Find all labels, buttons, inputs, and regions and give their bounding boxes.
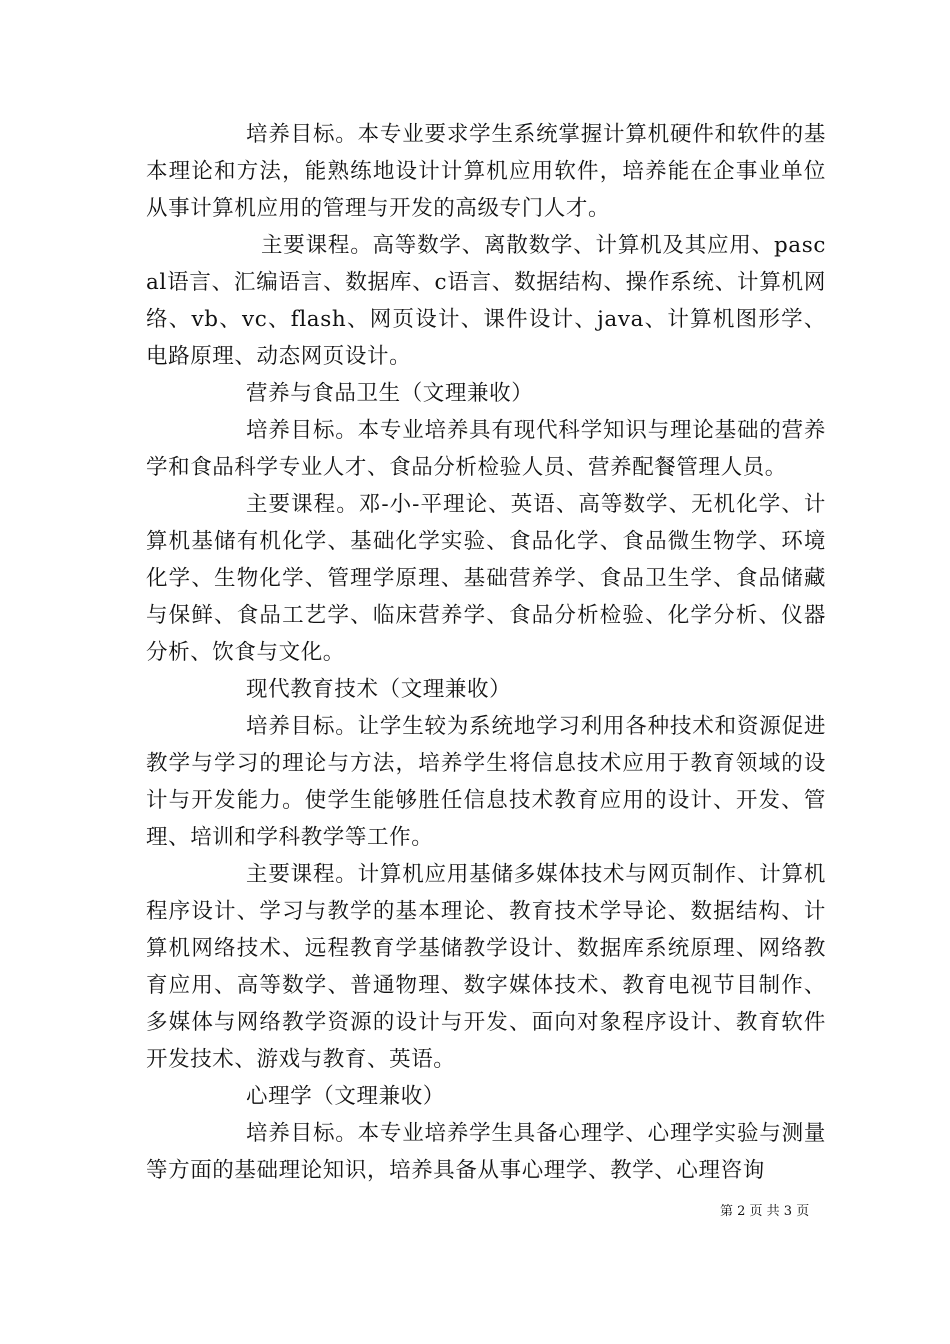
paragraph-nutrition-goal: 培养目标。本专业培养具有现代科学知识与理论基础的营养学和食品科学专业人才、食品分析检验人员、营养配餐管理人员。 [146, 418, 826, 480]
paragraph-psychology-goal: 培养目标。本专业培养学生具备心理学、心理学实验与测量等方面的基础理论知识，培养具备从事心理学、教学、心理咨询 [146, 1121, 826, 1183]
paragraph-edtech-goal: 培养目标。让学生较为系统地学习利用各种技术和资源促进教学与学习的理论与方法，培养学生将信息技术应用于教育领域的设计与开发能力。使学生能够胜任信息技术教育应用的设计、开发、管理、培训和学科教学等工作。 [146, 714, 826, 850]
paragraph-cs-courses: 主要课程。高等数学、离散数学、计算机及其应用、pascal语言、汇编语言、数据库、c语言、数据结构、操作系统、计算机网络、vb、vc、flash、网页设计、课件设计、java、计算机图形学、电路原理、动态网页设计。 [146, 233, 826, 369]
paragraph-nutrition-courses: 主要课程。邓-小-平理论、英语、高等数学、无机化学、计算机基储有机化学、基础化学实验、食品化学、食品微生物学、环境化学、生物化学、管理学原理、基础营养学、食品卫生学、食品储藏与保鲜、食品工艺学、临床营养学、食品分析检验、化学分析、仪器分析、饮食与文化。 [146, 492, 826, 665]
document-body [146, 116, 826, 1189]
heading-edtech: 现代教育技术（文理兼收） [246, 677, 512, 702]
paragraph-cs-goal: 培养目标。本专业要求学生系统掌握计算机硬件和软件的基本理论和方法，能熟练地设计计算机应用软件，培养能在企事业单位从事计算机应用的管理与开发的高级专门人才。 [146, 122, 826, 221]
paragraph-edtech-courses: 主要课程。计算机应用基储多媒体技术与网页制作、计算机程序设计、学习与教学的基本理论、教育技术学导论、数据结构、计算机网络技术、远程教育学基储教学设计、数据库系统原理、网络教育应用、高等数学、普通物理、数字媒体技术、教育电视节目制作、多媒体与网络教学资源的设计与开发、面向对象程序设计、教育软件开发技术、游戏与教育、英语。 [146, 862, 826, 1072]
heading-nutrition: 营养与食品卫生（文理兼收） [246, 381, 534, 406]
page-number-footer: 第 2 页 共 3 页 [720, 1204, 810, 1219]
heading-psychology: 心理学（文理兼收） [246, 1084, 445, 1109]
